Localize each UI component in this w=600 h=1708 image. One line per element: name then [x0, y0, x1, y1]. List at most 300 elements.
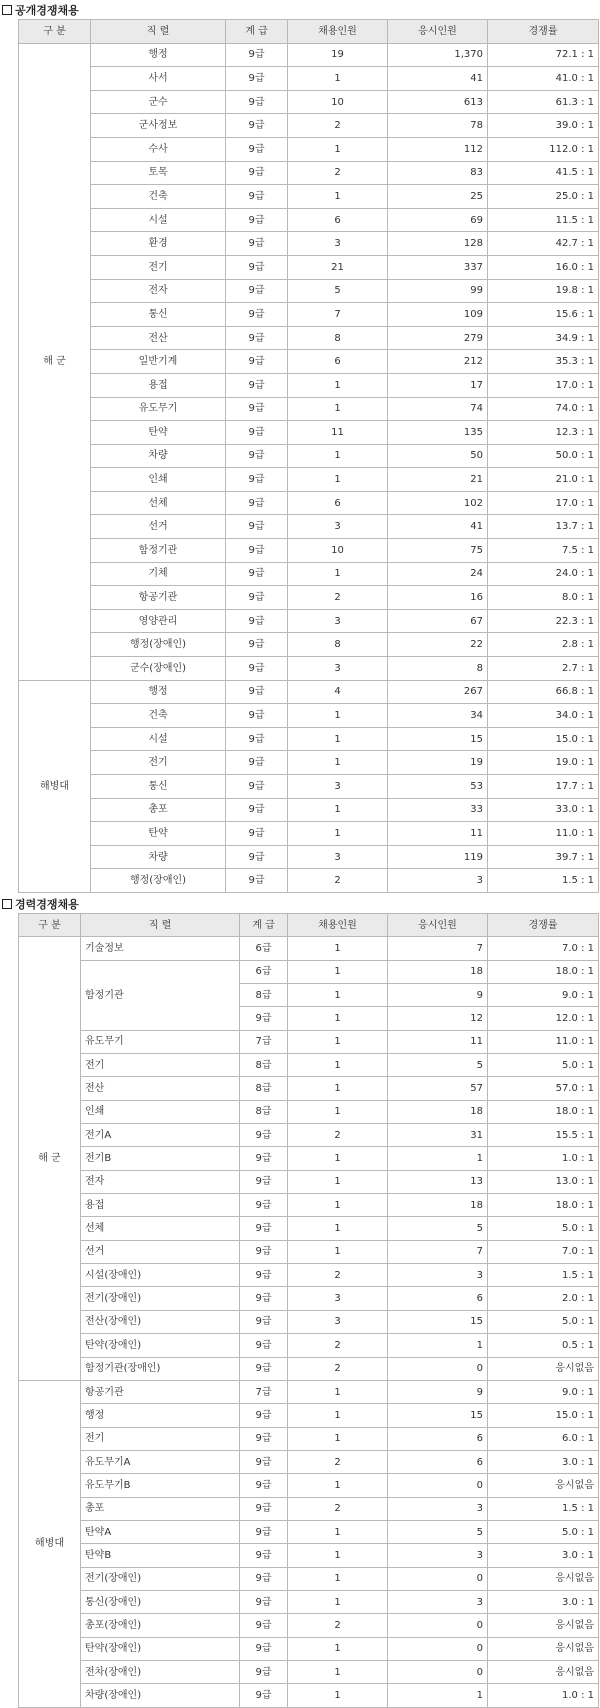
table-row: [19, 1310, 599, 1333]
rate-cell: 19.0 : 1: [488, 751, 599, 775]
grade-cell: 9급: [226, 326, 288, 350]
rate-cell: 7.0 : 1: [488, 937, 599, 960]
applicants-cell: 67: [388, 609, 488, 633]
applicants-cell: 1: [388, 1147, 488, 1170]
grade-cell: 9급: [240, 1497, 288, 1520]
grade-cell: 9급: [226, 90, 288, 114]
applicants-cell: 9: [388, 984, 488, 1007]
rate-cell: 15.5 : 1: [488, 1124, 599, 1147]
hires-cell: 1: [288, 960, 388, 983]
group-label: 해 군: [19, 937, 81, 1381]
grade-cell: 7급: [240, 1030, 288, 1053]
rate-cell: 11.0 : 1: [488, 822, 599, 846]
rate-cell: 22.3 : 1: [488, 609, 599, 633]
rate-cell: 39.7 : 1: [488, 845, 599, 869]
grade-cell: 9급: [226, 609, 288, 633]
table-row: [19, 869, 599, 893]
hires-cell: 1: [288, 1077, 388, 1100]
applicants-cell: 21: [388, 468, 488, 492]
hires-cell: 3: [288, 657, 388, 681]
table-row: [19, 775, 599, 799]
applicants-cell: 53: [388, 775, 488, 799]
hires-cell: 1: [288, 1427, 388, 1450]
rate-cell: 0.5 : 1: [488, 1334, 599, 1357]
rate-cell: 15.0 : 1: [488, 727, 599, 751]
rate-cell: 7.0 : 1: [488, 1240, 599, 1263]
job-series-cell: 선거: [81, 1240, 240, 1263]
job-series-cell: 기술정보: [81, 937, 240, 960]
table-row: [19, 704, 599, 728]
rate-cell: 19.8 : 1: [488, 279, 599, 303]
job-series-cell: 함정기관: [81, 960, 240, 1030]
applicants-cell: 18: [388, 1194, 488, 1217]
rate-cell: 50.0 : 1: [488, 444, 599, 468]
job-series-cell: 영양관리: [91, 609, 226, 633]
hires-cell: 1: [288, 1637, 388, 1660]
hires-cell: 1: [288, 1520, 388, 1543]
table-row: [19, 1030, 599, 1053]
job-series-cell: 총포: [81, 1497, 240, 1520]
applicants-cell: 8: [388, 657, 488, 681]
rate-cell: 2.8 : 1: [488, 633, 599, 657]
grade-cell: 6급: [240, 960, 288, 983]
table-row: [19, 1170, 599, 1193]
hires-cell: 1: [288, 1217, 388, 1240]
applicants-cell: 83: [388, 161, 488, 185]
applicants-cell: 1: [388, 1684, 488, 1707]
table-row: [19, 326, 599, 350]
rate-cell: 42.7 : 1: [488, 232, 599, 256]
header-job-series: 직 렬: [81, 913, 240, 936]
rate-cell: 12.0 : 1: [488, 1007, 599, 1030]
applicants-cell: 31: [388, 1124, 488, 1147]
hires-cell: 8: [288, 326, 388, 350]
applicants-cell: 1: [388, 1334, 488, 1357]
table-row: [19, 468, 599, 492]
rate-cell: 35.3 : 1: [488, 350, 599, 374]
table-row: [19, 1497, 599, 1520]
table-row: [19, 1334, 599, 1357]
rate-cell: 5.0 : 1: [488, 1217, 599, 1240]
job-series-cell: 전자: [91, 279, 226, 303]
rate-cell: 응시없음: [488, 1474, 599, 1497]
job-series-cell: 군수: [91, 90, 226, 114]
rate-cell: 9.0 : 1: [488, 984, 599, 1007]
job-series-cell: 전기(장애인): [81, 1287, 240, 1310]
table-row: [19, 609, 599, 633]
table-row: [19, 208, 599, 232]
grade-cell: 9급: [226, 444, 288, 468]
hires-cell: 1: [288, 937, 388, 960]
applicants-cell: 0: [388, 1474, 488, 1497]
rate-cell: 18.0 : 1: [488, 1194, 599, 1217]
rate-cell: 응시없음: [488, 1567, 599, 1590]
rate-cell: 21.0 : 1: [488, 468, 599, 492]
applicants-cell: 3: [388, 1264, 488, 1287]
rate-cell: 1.5 : 1: [488, 869, 599, 893]
grade-cell: 9급: [240, 1404, 288, 1427]
table-row: [19, 444, 599, 468]
hires-cell: 1: [288, 185, 388, 209]
header-division: 구 분: [19, 20, 91, 44]
hires-cell: 3: [288, 845, 388, 869]
job-series-cell: 토목: [91, 161, 226, 185]
job-series-cell: 용접: [91, 373, 226, 397]
applicants-cell: 267: [388, 680, 488, 704]
grade-cell: 9급: [240, 1147, 288, 1170]
hires-cell: 5: [288, 279, 388, 303]
rate-cell: 11.5 : 1: [488, 208, 599, 232]
hires-cell: 2: [288, 161, 388, 185]
table-row: [19, 680, 599, 704]
job-series-cell: 행정: [91, 680, 226, 704]
table-row: [19, 937, 599, 960]
table-row: [19, 1217, 599, 1240]
table-row: [19, 562, 599, 586]
grade-cell: 9급: [226, 303, 288, 327]
applicants-cell: 7: [388, 1240, 488, 1263]
group-label: 해 군: [19, 43, 91, 680]
applicants-cell: 119: [388, 845, 488, 869]
hires-cell: 3: [288, 1310, 388, 1333]
header-applicants: 응시인원: [388, 913, 488, 936]
hires-cell: 1: [288, 562, 388, 586]
grade-cell: 9급: [226, 633, 288, 657]
rate-cell: 24.0 : 1: [488, 562, 599, 586]
grade-cell: 9급: [240, 1520, 288, 1543]
job-series-cell: 전산(장애인): [81, 1310, 240, 1333]
career-recruitment-table: [18, 913, 599, 1708]
job-series-cell: 탄약: [91, 421, 226, 445]
job-series-cell: 탄약A: [81, 1520, 240, 1543]
table-row: [19, 43, 599, 67]
rate-cell: 18.0 : 1: [488, 1100, 599, 1123]
hires-cell: 1: [288, 727, 388, 751]
grade-cell: 9급: [226, 350, 288, 374]
job-series-cell: 통신: [91, 303, 226, 327]
applicants-cell: 135: [388, 421, 488, 445]
hires-cell: 2: [288, 1614, 388, 1637]
grade-cell: 9급: [240, 1684, 288, 1707]
applicants-cell: 3: [388, 1497, 488, 1520]
job-series-cell: 일반기계: [91, 350, 226, 374]
header-competition-rate: 경쟁률: [488, 20, 599, 44]
hires-cell: 6: [288, 350, 388, 374]
hires-cell: 1: [288, 1474, 388, 1497]
job-series-cell: 항공기관: [81, 1380, 240, 1403]
table-row: [19, 1124, 599, 1147]
grade-cell: 9급: [240, 1567, 288, 1590]
hires-cell: 1: [288, 1240, 388, 1263]
table-row: [19, 137, 599, 161]
rate-cell: 41.5 : 1: [488, 161, 599, 185]
table-row: [19, 161, 599, 185]
job-series-cell: 총포: [91, 798, 226, 822]
job-series-cell: 전기A: [81, 1124, 240, 1147]
applicants-cell: 57: [388, 1077, 488, 1100]
applicants-cell: 212: [388, 350, 488, 374]
job-series-cell: 용접: [81, 1194, 240, 1217]
header-division: 구 분: [19, 913, 81, 936]
table-row: [19, 350, 599, 374]
grade-cell: 9급: [226, 114, 288, 138]
table-row: [19, 1194, 599, 1217]
section-title-text: 공개경쟁채용: [15, 4, 79, 17]
job-series-cell: 건축: [91, 185, 226, 209]
job-series-cell: 유도무기A: [81, 1450, 240, 1473]
rate-cell: 66.8 : 1: [488, 680, 599, 704]
hires-cell: 1: [288, 1170, 388, 1193]
job-series-cell: 함정기관: [91, 539, 226, 563]
rate-cell: 15.6 : 1: [488, 303, 599, 327]
hires-cell: 1: [288, 1684, 388, 1707]
table-row: [19, 255, 599, 279]
applicants-cell: 18: [388, 960, 488, 983]
applicants-cell: 6: [388, 1427, 488, 1450]
hires-cell: 3: [288, 515, 388, 539]
applicants-cell: 109: [388, 303, 488, 327]
table-row: [19, 1684, 599, 1707]
hires-cell: 6: [288, 491, 388, 515]
table-row: [19, 1520, 599, 1543]
job-series-cell: 환경: [91, 232, 226, 256]
rate-cell: 2.7 : 1: [488, 657, 599, 681]
rate-cell: 25.0 : 1: [488, 185, 599, 209]
applicants-cell: 3: [388, 1590, 488, 1613]
applicants-cell: 33: [388, 798, 488, 822]
table-row: [19, 1660, 599, 1683]
grade-cell: 9급: [240, 1310, 288, 1333]
applicants-cell: 5: [388, 1054, 488, 1077]
table-row: [19, 1614, 599, 1637]
applicants-cell: 22: [388, 633, 488, 657]
rate-cell: 1.5 : 1: [488, 1497, 599, 1520]
grade-cell: 9급: [226, 869, 288, 893]
rate-cell: 34.9 : 1: [488, 326, 599, 350]
applicants-cell: 337: [388, 255, 488, 279]
rate-cell: 응시없음: [488, 1637, 599, 1660]
table-row: [19, 1240, 599, 1263]
header-grade: 계 급: [240, 913, 288, 936]
table-row: [19, 303, 599, 327]
job-series-cell: 건축: [91, 704, 226, 728]
hires-cell: 1: [288, 984, 388, 1007]
grade-cell: 9급: [240, 1427, 288, 1450]
table-row: [19, 90, 599, 114]
rate-cell: 5.0 : 1: [488, 1310, 599, 1333]
applicants-cell: 41: [388, 515, 488, 539]
applicants-cell: 0: [388, 1637, 488, 1660]
applicants-cell: 17: [388, 373, 488, 397]
hires-cell: 3: [288, 775, 388, 799]
hires-cell: 1: [288, 397, 388, 421]
rate-cell: 6.0 : 1: [488, 1427, 599, 1450]
applicants-cell: 41: [388, 67, 488, 91]
job-series-cell: 전기: [91, 255, 226, 279]
rate-cell: 3.0 : 1: [488, 1544, 599, 1567]
grade-cell: 9급: [226, 185, 288, 209]
hires-cell: 21: [288, 255, 388, 279]
header-job-series: 직 렬: [91, 20, 226, 44]
applicants-cell: 15: [388, 1310, 488, 1333]
rate-cell: 33.0 : 1: [488, 798, 599, 822]
rate-cell: 11.0 : 1: [488, 1030, 599, 1053]
rate-cell: 39.0 : 1: [488, 114, 599, 138]
header-competition-rate: 경쟁률: [488, 913, 599, 936]
job-series-cell: 선체: [81, 1217, 240, 1240]
grade-cell: 8급: [240, 1100, 288, 1123]
grade-cell: 9급: [226, 704, 288, 728]
grade-cell: 9급: [226, 515, 288, 539]
rate-cell: 응시없음: [488, 1660, 599, 1683]
applicants-cell: 11: [388, 822, 488, 846]
hires-cell: 1: [288, 1544, 388, 1567]
rate-cell: 1.5 : 1: [488, 1264, 599, 1287]
grade-cell: 9급: [226, 67, 288, 91]
hires-cell: 3: [288, 232, 388, 256]
job-series-cell: 시설: [91, 208, 226, 232]
table-row: [19, 960, 599, 983]
header-grade: 계 급: [226, 20, 288, 44]
hires-cell: 1: [288, 1380, 388, 1403]
applicants-cell: 5: [388, 1217, 488, 1240]
applicants-cell: 34: [388, 704, 488, 728]
rate-cell: 8.0 : 1: [488, 586, 599, 610]
table-row: [19, 1054, 599, 1077]
rate-cell: 41.0 : 1: [488, 67, 599, 91]
applicants-cell: 3: [388, 869, 488, 893]
grade-cell: 9급: [240, 1450, 288, 1473]
job-series-cell: 유도무기B: [81, 1474, 240, 1497]
rate-cell: 응시없음: [488, 1614, 599, 1637]
open-recruitment-table: [18, 19, 599, 893]
hires-cell: 1: [288, 1660, 388, 1683]
hires-cell: 10: [288, 539, 388, 563]
grade-cell: 9급: [226, 491, 288, 515]
job-series-cell: 시설(장애인): [81, 1264, 240, 1287]
applicants-cell: 613: [388, 90, 488, 114]
hires-cell: 1: [288, 704, 388, 728]
section-title-career: [2, 896, 600, 913]
hires-cell: 1: [288, 1567, 388, 1590]
rate-cell: 2.0 : 1: [488, 1287, 599, 1310]
grade-cell: 9급: [240, 1124, 288, 1147]
job-series-cell: 사서: [91, 67, 226, 91]
applicants-cell: 7: [388, 937, 488, 960]
table-row: [19, 185, 599, 209]
job-series-cell: 선체: [91, 491, 226, 515]
job-series-cell: 전산: [81, 1077, 240, 1100]
hires-cell: 2: [288, 586, 388, 610]
table-row: [19, 1380, 599, 1403]
applicants-cell: 78: [388, 114, 488, 138]
hires-cell: 1: [288, 444, 388, 468]
table-row: [19, 1404, 599, 1427]
table-row: [19, 67, 599, 91]
rate-cell: 17.7 : 1: [488, 775, 599, 799]
grade-cell: 9급: [240, 1194, 288, 1217]
table-row: [19, 515, 599, 539]
grade-cell: 7급: [240, 1380, 288, 1403]
table-row: [19, 1474, 599, 1497]
rate-cell: 13.0 : 1: [488, 1170, 599, 1193]
applicants-cell: 9: [388, 1380, 488, 1403]
checkbox-square-icon: [2, 899, 12, 909]
job-series-cell: 수사: [91, 137, 226, 161]
rate-cell: 12.3 : 1: [488, 421, 599, 445]
table-header-row: [19, 20, 599, 44]
job-series-cell: 선거: [91, 515, 226, 539]
grade-cell: 9급: [226, 397, 288, 421]
job-series-cell: 전산: [91, 326, 226, 350]
grade-cell: 9급: [240, 1474, 288, 1497]
hires-cell: 1: [288, 1194, 388, 1217]
rate-cell: 17.0 : 1: [488, 373, 599, 397]
job-series-cell: 전기: [81, 1054, 240, 1077]
hires-cell: 1: [288, 1590, 388, 1613]
table-row: [19, 1077, 599, 1100]
rate-cell: 18.0 : 1: [488, 960, 599, 983]
applicants-cell: 99: [388, 279, 488, 303]
hires-cell: 10: [288, 90, 388, 114]
section-title-open: [2, 2, 600, 19]
job-series-cell: 인쇄: [81, 1100, 240, 1123]
table-row: [19, 1287, 599, 1310]
job-series-cell: 차량: [91, 845, 226, 869]
grade-cell: 9급: [226, 373, 288, 397]
grade-cell: 9급: [226, 562, 288, 586]
rate-cell: 3.0 : 1: [488, 1590, 599, 1613]
job-series-cell: 총포(장애인): [81, 1614, 240, 1637]
hires-cell: 1: [288, 822, 388, 846]
grade-cell: 9급: [240, 1660, 288, 1683]
job-series-cell: 행정(장애인): [91, 869, 226, 893]
job-series-cell: 통신(장애인): [81, 1590, 240, 1613]
table-row: [19, 1590, 599, 1613]
grade-cell: 9급: [240, 1357, 288, 1380]
grade-cell: 9급: [226, 43, 288, 67]
rate-cell: 3.0 : 1: [488, 1450, 599, 1473]
applicants-cell: 19: [388, 751, 488, 775]
hires-cell: 2: [288, 1264, 388, 1287]
table-row: [19, 845, 599, 869]
grade-cell: 9급: [226, 232, 288, 256]
job-series-cell: 함정기관(장애인): [81, 1357, 240, 1380]
job-series-cell: 탄약: [91, 822, 226, 846]
applicants-cell: 25: [388, 185, 488, 209]
applicants-cell: 74: [388, 397, 488, 421]
table-row: [19, 1567, 599, 1590]
rate-cell: 72.1 : 1: [488, 43, 599, 67]
rate-cell: 7.5 : 1: [488, 539, 599, 563]
applicants-cell: 15: [388, 727, 488, 751]
grade-cell: 8급: [240, 1077, 288, 1100]
applicants-cell: 0: [388, 1614, 488, 1637]
group-label: 해병대: [19, 680, 91, 892]
rate-cell: 13.7 : 1: [488, 515, 599, 539]
grade-cell: 9급: [240, 1007, 288, 1030]
applicants-cell: 0: [388, 1567, 488, 1590]
grade-cell: 9급: [240, 1217, 288, 1240]
grade-cell: 9급: [226, 208, 288, 232]
rate-cell: 17.0 : 1: [488, 491, 599, 515]
job-series-cell: 행정: [81, 1404, 240, 1427]
job-series-cell: 전차(장애인): [81, 1660, 240, 1683]
rate-cell: 15.0 : 1: [488, 1404, 599, 1427]
hires-cell: 2: [288, 1334, 388, 1357]
hires-cell: 1: [288, 1007, 388, 1030]
rate-cell: 응시없음: [488, 1357, 599, 1380]
